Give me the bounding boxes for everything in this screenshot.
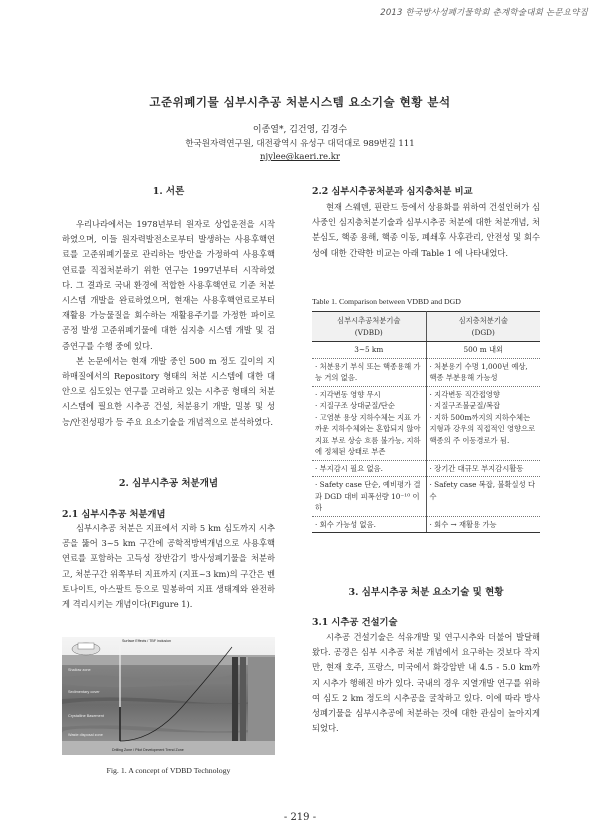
table-cell: · Safety case 단순, 예비평가 결과 DGD 대비 피폭선량 10⁻¹⁰ 이하 xyxy=(312,477,426,517)
surface-facility-icon xyxy=(78,643,94,649)
section-2-1-paragraph: 심부시추공 처분은 지표에서 지하 5 km 심도까지 시추공을 뚫어 3~5 km 구간에 공학적방벽개념으로 사용후핵연료를 포함하는 고득성 장반감기 방사성폐기물을 처분하고, 처분구간 위쪽부터 지표까지 (지표~3 km)의 구간은 벤토나이트, 아스팔트 등으로 밀봉하여 지표 생태계와 완전하게 격리시키는 개념이다(Figure 1). xyxy=(62,523,275,610)
table-cell: · 처분용기 수명 1,000년 예상, 핵종 부분용해 가능성 xyxy=(426,358,540,386)
section-3-1-body xyxy=(312,630,540,736)
figure-zone-label-4: Waste disposal zone xyxy=(68,733,103,737)
comparison-table xyxy=(312,311,540,533)
table-cell: · 지각변동 직간접영향 · 지질구조불균질/복잡 · 지하 500m까지의 지하수체는 지형과 강우의 직접적인 영향으로 핵종의 주 이동경로가 됨. xyxy=(426,386,540,460)
table-row xyxy=(312,386,540,460)
comparison-table-wrapper xyxy=(312,311,540,533)
table-cell: 3~5 km xyxy=(312,342,426,359)
table-row xyxy=(312,477,540,517)
table-caption: Table 1. Comparison between VDBD and DGD xyxy=(312,297,461,306)
table-header-vdbd: 심부시추공처분기술 (VDBD) xyxy=(312,312,426,342)
figure-zone-label-1: Shallow zone xyxy=(68,668,91,672)
table-row xyxy=(312,342,540,359)
author-line: 이종열*, 김건영, 김경수 xyxy=(252,125,348,135)
table-row xyxy=(312,460,540,477)
table-cell: · Safety case 복잡, 불확실성 다수 xyxy=(426,477,540,517)
paper-title: 고준위폐기물 심부시추공 처분시스템 요소기술 현황 분석 xyxy=(149,95,451,109)
section-3-1-paragraph: 시추공 건설기술은 석유개발 및 연구시추와 더불어 발달해 왔다. 공경은 심부 시추공 처분 개념에서 요구하는 것보다 작지만, 현재 호주, 프랑스, 미국에서 화강암반 내 4.5 - 5.0 km까지 시추가 행해진 바가 있다. 국내의 경우 지열개발 연구를 위하여 심도 2 km 정도의 시추공을 굴착하고 있다. 이에 따라 방사성폐기물을 심부시추공에 처분하는 것에 대한 관심이 높아지게 되었다. xyxy=(312,632,540,734)
affiliation: 한국원자력연구원, 대전광역시 유성구 대덕대로 989번길 111 xyxy=(185,139,415,149)
section-3-heading: 3. 심부시추공 처분 요소기술 및 현황 xyxy=(348,587,504,598)
table-cell: · 부지감시 필요 없음. xyxy=(312,460,426,477)
figure-caption: Fig. 1. A concept of VDBD Technology xyxy=(106,766,231,775)
figure-top-label: Surface Effects / TBF inclusion xyxy=(122,639,172,643)
section-2-2-body xyxy=(312,200,540,261)
figure-zone-label-2: Sedimentary cover xyxy=(68,690,100,694)
section-1-body xyxy=(62,217,275,430)
figure-bottom-label: Drilling Zone / Pilot Development Trend Zone xyxy=(112,748,184,752)
section-2-2-heading: 2.2 심부시추공처분과 심지층처분 비교 xyxy=(312,186,473,197)
table-header-dgd: 심지층처분기술 (DGD) xyxy=(426,312,540,342)
section-2-1-body xyxy=(62,521,275,612)
figure-1 xyxy=(62,637,275,755)
section-2-2-paragraph: 현재 스웨덴, 핀란드 등에서 상용화를 위하여 건설인허가 심사중인 심지층처분기술과 심부시추공 처분에 대한 처분개념, 처분심도, 핵종 용해, 핵종 이동, 폐쇄후 사후관리, 안전성 및 회수성에 대한 간략한 비교는 아래 Table 1 에 나타내었다. xyxy=(312,202,540,258)
section-1-heading: 1. 서론 xyxy=(152,186,185,197)
section-3-1-heading: 3.1 시추공 건설기술 xyxy=(312,617,398,628)
page-number: - 219 - xyxy=(283,812,317,823)
table-row xyxy=(312,516,540,533)
section-2-1-heading: 2.1 심부시추공 처분개념 xyxy=(62,509,166,520)
table-cell: · 지각변동 영향 무시 · 지질구조 상대균질/단순 · 고염분 용상 지하수체는 지표 가까운 지하수체와는 혼합되지 않아 지표 부로 상승 흐름 불가능, 지하에 정체된 상태로 부존 xyxy=(312,386,426,460)
email-address: njylee@kaeri.re.kr xyxy=(260,152,340,162)
figure-zone-label-3: Crystalline Basement xyxy=(68,714,104,718)
running-header: 2013 한국방사성폐기물학회 춘계학술대회 논문요약집 xyxy=(380,8,588,18)
section-2-heading: 2. 심부시추공 처분개념 xyxy=(118,478,219,489)
vdbd-concept-diagram xyxy=(62,637,275,755)
section-1-paragraph-2: 본 논문에서는 현재 개발 중인 500 m 정도 깊이의 지하매질에서의 Repository 형태의 처분 시스템에 대한 대안으로 심도있는 연구를 고려하고 있는 시추공 형태의 처분 시스템에 필요한 시추공 건설, 처분용기 개발, 밀봉 및 성능/안전성평가 등 주요 요소기술을 개념적으로 분석하였다. xyxy=(62,355,275,427)
table-row xyxy=(312,358,540,386)
table-cell: · 처분용기 부식 또는 핵종용해 가능 거의 없음. xyxy=(312,358,426,386)
table-cell: · 회수 → 재활용 가능 xyxy=(426,516,540,533)
section-1-paragraph-1: 우리나라에서는 1978년부터 원자로 상업운전을 시작하였으며, 이들 원자력발전소로부터 발생하는 사용후핵연료를 고준위폐기물로 관리하는 방안을 가정하여 사용후핵연료를 직접처분하기 위한 연구는 1997년부터 시작하였다. 그 결과로 국내 환경에 적합한 사용후핵연료 기준 처분시스템 개발을 완료하였으며, 현재는 사용후핵연료로부터 재활용 가능물질을 회수하는 재활용주기를 가정한 파이로공정 발생 고준위폐기물에 대한 심지층 시스템 개발 및 검증연구를 수행 중에 있다. xyxy=(62,219,275,351)
table-cell: 500 m 내외 xyxy=(426,342,540,359)
table-cell: · 장기간 대규모 부지감시활동 xyxy=(426,460,540,477)
table-cell: · 회수 가능성 없음. xyxy=(312,516,426,533)
